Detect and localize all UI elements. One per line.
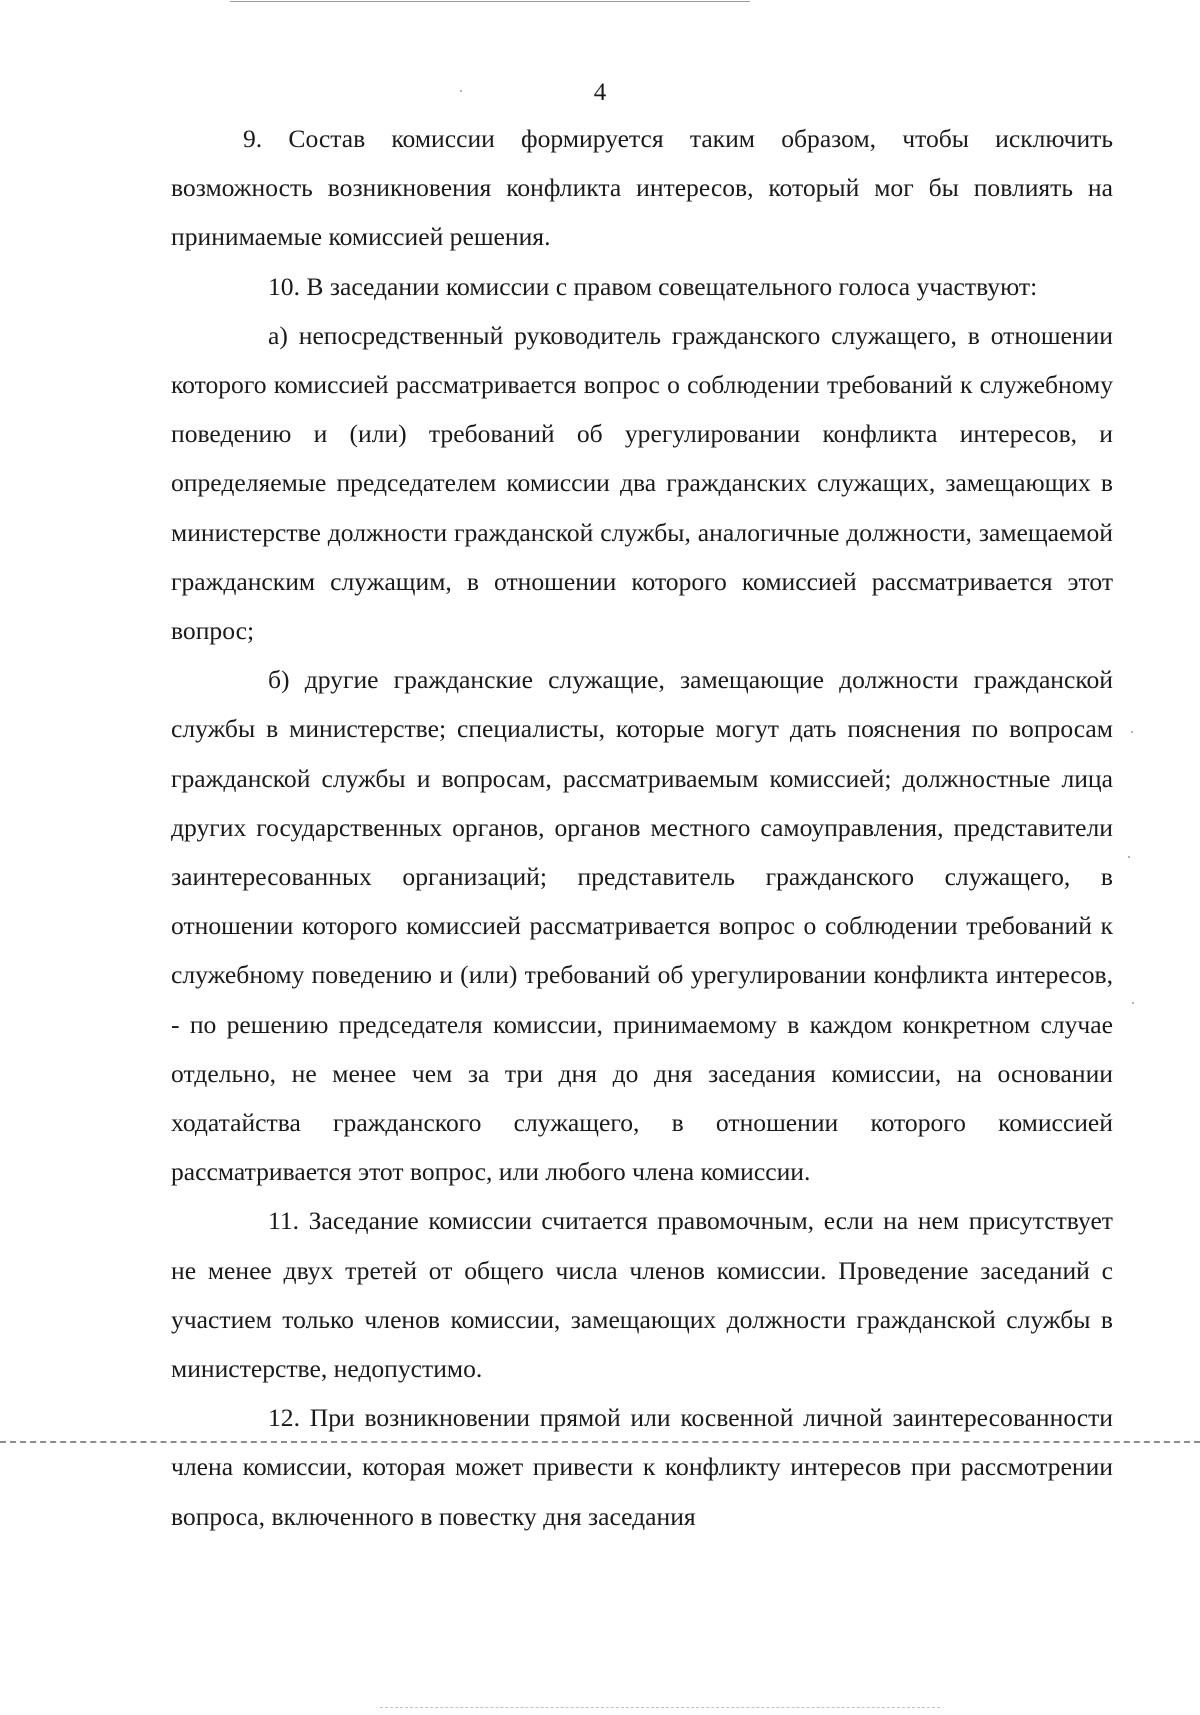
scan-artifact-line bbox=[0, 1441, 1200, 1443]
scan-speck bbox=[1131, 731, 1133, 733]
scan-speck bbox=[1132, 1002, 1134, 1004]
scan-speck bbox=[1128, 856, 1130, 858]
page-number: 4 bbox=[593, 79, 607, 106]
paragraph-10-a: а) непосредственный руководитель гражданского служащего, в отношении которого комиссией рассматривается вопрос о соблюдении требований к служебному поведению и (или) требований об урегулировании конфликта интересов, и определяемые председателем комиссии два гражданских служащих, замещающих в министерстве должности гражданской службы, аналогичные должности, замещаемой гражданским служащим, в отношении которого комиссией рассматривается этот вопрос; bbox=[171, 320, 1113, 646]
scan-speck bbox=[460, 90, 462, 92]
scan-edge-line-top bbox=[230, 1, 750, 2]
paragraph-10: 10. В заседании комиссии с правом совещательного голоса участвуют: bbox=[268, 271, 1038, 301]
document-body bbox=[171, 114, 1113, 1541]
scan-edge-line-bottom bbox=[380, 1707, 940, 1708]
paragraph-12: 12. При возникновении прямой или косвенной личной заинтересованности члена комиссии, которая может привести к конфликту интересов при рассмотрении вопроса, включенного в повестку дня заседания bbox=[171, 1403, 1113, 1531]
paragraph-9: 9. Состав комиссии формируется таким образом, чтобы исключить возможность возникновения конфликта интересов, который мог бы повлиять на принимаемые комиссией решения. bbox=[171, 124, 1113, 252]
paragraph-10-b: б) другие гражданские служащие, замещающие должности гражданской службы в министерстве; специалисты, которые могут дать пояснения по вопросам гражданской службы и вопросам, рассматриваемым комиссией; должностные лица других государственных органов, органов местного самоуправления, представители заинтересованных организаций; представитель гражданского служащего, в отношении которого комиссией рассматривается вопрос о соблюдении требований к служебному поведению и (или) требований об урегулировании конфликта интересов, - по решению председателя комиссии, принимаемому в каждом конкретном случае отдельно, не менее чем за три дня до дня заседания комиссии, на основании ходатайства гражданского служащего, в отношении которого комиссией рассматривается этот вопрос, или любого члена комиссии. bbox=[171, 665, 1113, 1187]
paragraph-11: 11. Заседание комиссии считается правомочным, если на нем присутствует не менее двух третей от общего числа членов комиссии. Проведение заседаний с участием только членов комиссии, замещающих должности гражданской службы в министерстве, недопустимо. bbox=[171, 1206, 1113, 1384]
